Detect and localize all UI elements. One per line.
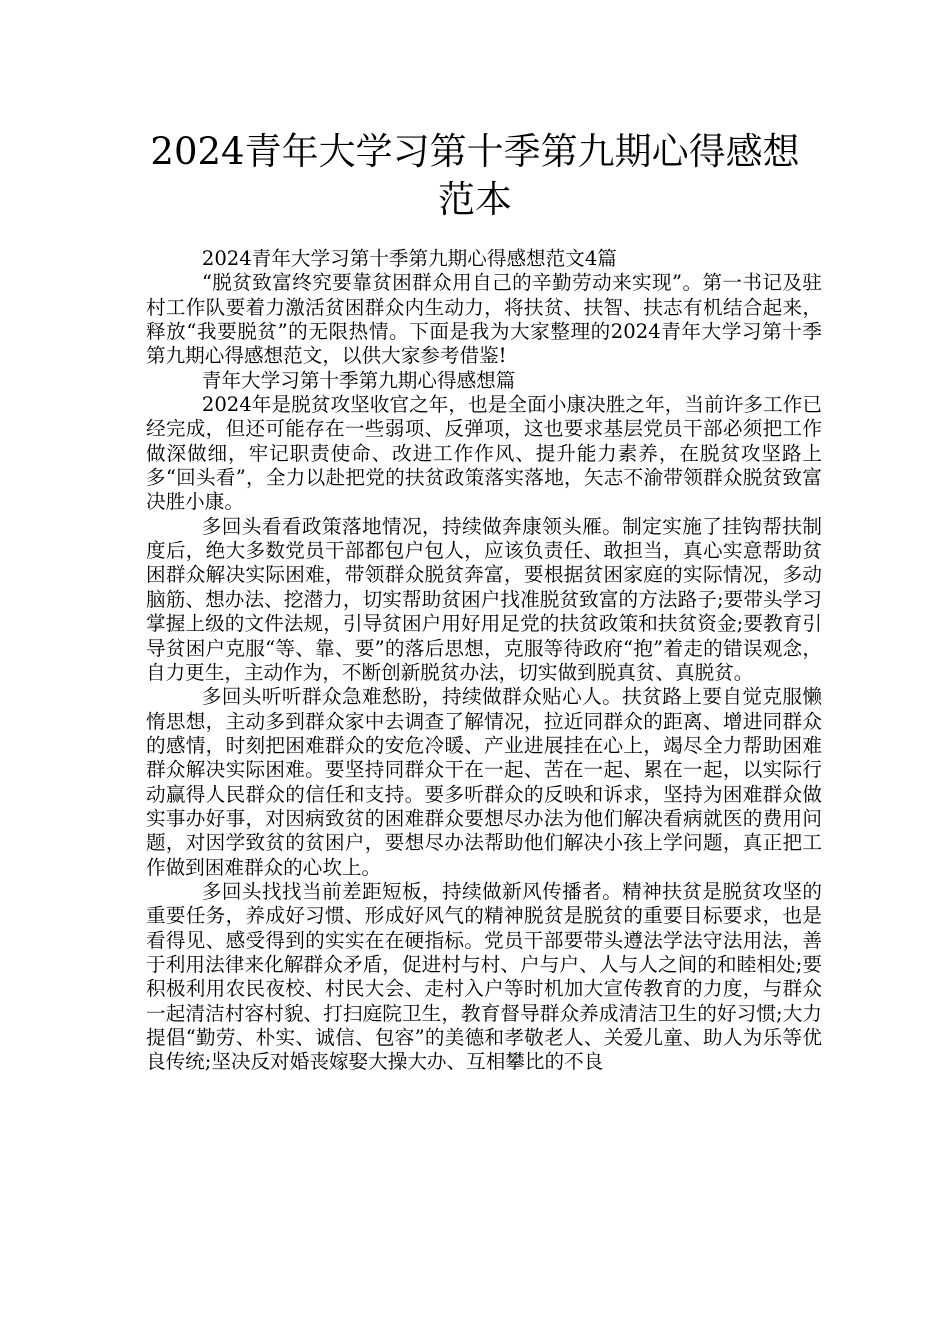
document-title: 2024青年大学习第十季第九期心得感想范本 bbox=[150, 130, 800, 221]
intro-paragraph: “脱贫致富终究要靠贫困群众用自己的辛勤劳动来实现”。第一书记及驻村工作队要着力激活贫困群众内生动力，将扶贫、扶智、扶志有机结合起来，释放“我要脱贫”的无限热情。下面是我为大家整理的2024青年大学习第十季第九期心得感想范文，以供大家参考借鉴! bbox=[146, 271, 822, 368]
body-paragraph: 多回头看看政策落地情况，持续做奔康领头雁。制定实施了挂钩帮扶制度后，绝大多数党员干部都包户包人，应该负责任、敢担当，真心实意帮助贫困群众解决实际困难，带领群众脱贫奔富，要根据贫困家庭的实际情况，多动脑筋、想办法、挖潜力，切实帮助贫困户找准脱贫致富的方法路子;要带头学习掌握上级的文件法规，引导贫困户用好用足党的扶贫政策和扶贫资金;要教育引导贫困户克服“等、靠、要”的落后思想，克服等待政府“抱”着走的错误观念，自力更生，主动作为，不断创新脱贫办法，切实做到脱真贫、真脱贫。 bbox=[146, 514, 822, 684]
document-body bbox=[146, 247, 822, 1075]
body-paragraph: 多回头听听群众急难愁盼，持续做群众贴心人。扶贫路上要自觉克服懒惰思想，主动多到群众家中去调查了解情况，拉近同群众的距离、增进同群众的感情，时刻把困难群众的安危冷暖、产业进展挂在心上，竭尽全力帮助困难群众解决实际困难。要坚持同群众干在一起、苦在一起、累在一起，以实际行动赢得人民群众的信任和支持。要多听群众的反映和诉求，坚持为困难群众做实事办好事，对因病致贫的困难群众要想尽办法为他们解决看病就医的费用问题，对因学致贫的贫困户，要想尽办法帮助他们解决小孩上学问题，真正把工作做到困难群众的心坎上。 bbox=[146, 685, 822, 879]
body-paragraph: 2024年是脱贫攻坚收官之年，也是全面小康决胜之年，当前许多工作已经完成，但还可能存在一些弱项、反弹项，这也要求基层党员干部必须把工作做深做细，牢记职责使命、改进工作作风、提升能力素养，在脱贫攻坚路上多“回头看”，全力以赴把党的扶贫政策落实落地，矢志不渝带领群众脱贫致富决胜小康。 bbox=[146, 393, 822, 514]
section-heading: 青年大学习第十季第九期心得感想篇 bbox=[201, 368, 516, 392]
subtitle-line: 2024青年大学习第十季第九期心得感想范文4篇 bbox=[201, 247, 617, 270]
body-paragraph: 多回头找找当前差距短板，持续做新风传播者。精神扶贫是脱贫攻坚的重要任务，养成好习惯、形成好风气的精神脱贫是脱贫的重要目标要求，也是看得见、感受得到的实实在在硬指标。党员干部要带头遵法学法守法用法，善于利用法律来化解群众矛盾，促进村与村、户与户、人与人之间的和睦相处;要积极利用农民夜校、村民大会、走村入户等时机加大宣传教育的力度，与群众一起清洁村容村貌、打扫庭院卫生，教育督导群众养成清洁卫生的好习惯;大力提倡“勤劳、朴实、诚信、包容”的美德和孝敬老人、关爱儿童、助人为乐等优良传统;坚决反对婚丧嫁娶大操大办、互相攀比的不良 bbox=[146, 879, 822, 1074]
